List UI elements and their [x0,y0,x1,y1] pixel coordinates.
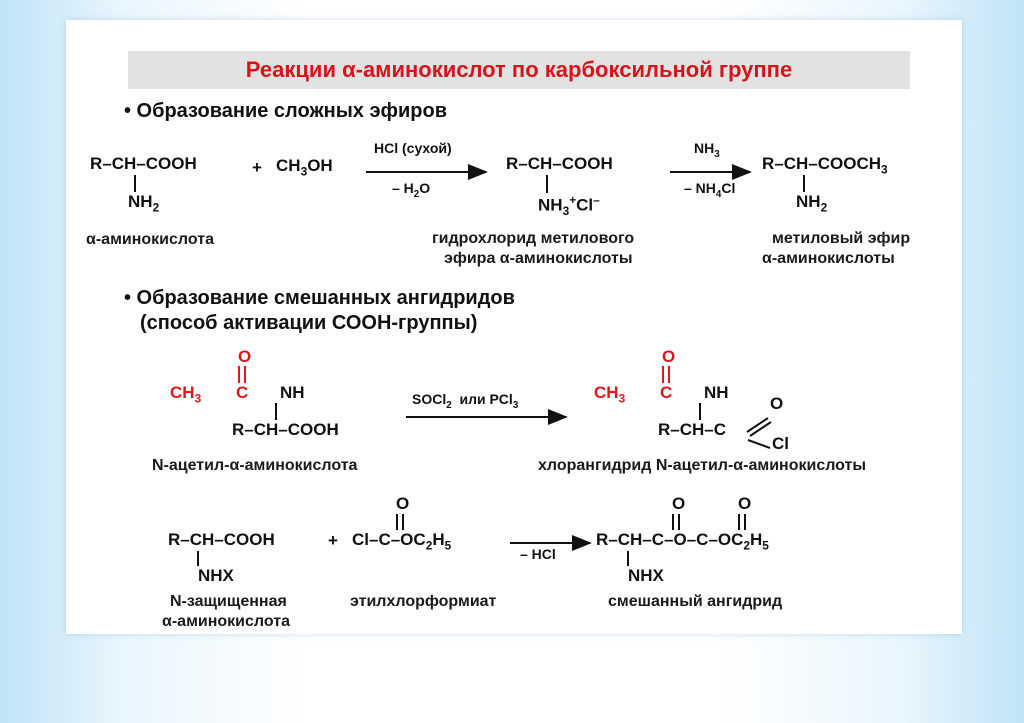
mixed-anhydride: $R-CH-C-O-C-OC_2H_5$ [596,530,769,553]
bond-acyl-cl [748,440,770,448]
label-hydrochloride-line2: эфира α-аминокислоты [444,250,633,267]
acetyl-carbon: C [236,383,249,402]
product2-formula: $R-CH-COOCH_3$ [762,154,888,177]
acyl-oxygen: O [770,394,784,413]
plus-sign-2: + [328,531,338,550]
page-title: Реакции α-аминокислот по карбоксильной группе [245,57,793,82]
label-mixed-anhydride: смешанный ангидрид [608,593,783,610]
plus-sign: + [252,158,262,177]
amino-acid-backbone: R–CH–COOH [232,420,339,439]
section1-heading: • Образование сложных эфиров [124,100,448,122]
label-acyl-chloride: хлорангидрид N-ацетил-α-аминокислоты [538,457,867,474]
protected-amine: NHX [198,566,234,585]
label-hydrochloride-line1: гидрохлорид метилового [432,230,635,247]
chloroformate-oxygen: O [396,494,410,513]
label-methyl-ester-line1: метиловый эфир [772,230,911,247]
amide-nh: NH [280,383,305,402]
acetyl-ch3: $CH_3$ [170,383,202,406]
anhydride-oxygen-1: O [672,494,686,513]
section2-heading-line2: (способ активации СООН-группы) [140,312,478,334]
protected-amino-acid: R–CH–COOH [168,530,275,549]
label-protected-line2: α-аминокислота [162,613,290,630]
product2-amine: $NH_2$ [796,192,828,215]
anhydride-oxygen-2: O [738,494,752,513]
methanol-formula: $CH_3OH$ [276,156,333,179]
label-methyl-ester-line2: α-аминокислоты [762,250,895,267]
product-acetyl-ch3: $CH_3$ [594,383,626,406]
label-ethyl-chloroformate: этилхлорформиат [350,593,497,610]
acyl-chlorine: Cl [772,434,789,453]
slide [66,20,962,634]
reactant-formula: R–CH–COOH [90,154,197,173]
product1-ammonium: $NH_3^+Cl^-$ [538,193,600,219]
label-n-acetyl-amino-acid: N-ацетил-α-аминокислота [152,457,358,474]
acyl-chloride-backbone: R–CH–C [658,420,727,439]
label-protected-line1: N-защищенная [170,593,287,610]
condition2-bottom: – $NH_4Cl$ [684,180,736,200]
label-alpha-amino-acid: α-аминокислота [86,231,214,248]
condition1-top: HCl (сухой) [374,140,452,156]
section2-heading-line1: • Образование смешанных ангидридов [124,287,515,309]
condition1-bottom: – $H_2O$ [392,180,431,200]
anhydride-amine: NHX [628,566,664,585]
bonds-and-arrows [66,20,962,634]
chlorination-condition: SOCl$_2$ или PCl$_3$ [412,391,519,411]
product-amide-nh: NH [704,383,729,402]
condition2-top: $NH_3$ [694,140,720,160]
product1-formula: R–CH–COOH [506,154,613,173]
ethyl-chloroformate: $Cl-C-OC_2H_5$ [352,530,452,553]
acetyl-oxygen: O [238,347,252,366]
reactant-amine: $NH_2$ [128,192,160,215]
product-acetyl-carbon: C [660,383,673,402]
hcl-elimination: – HCl [520,546,556,562]
product-acetyl-oxygen: O [662,347,676,366]
